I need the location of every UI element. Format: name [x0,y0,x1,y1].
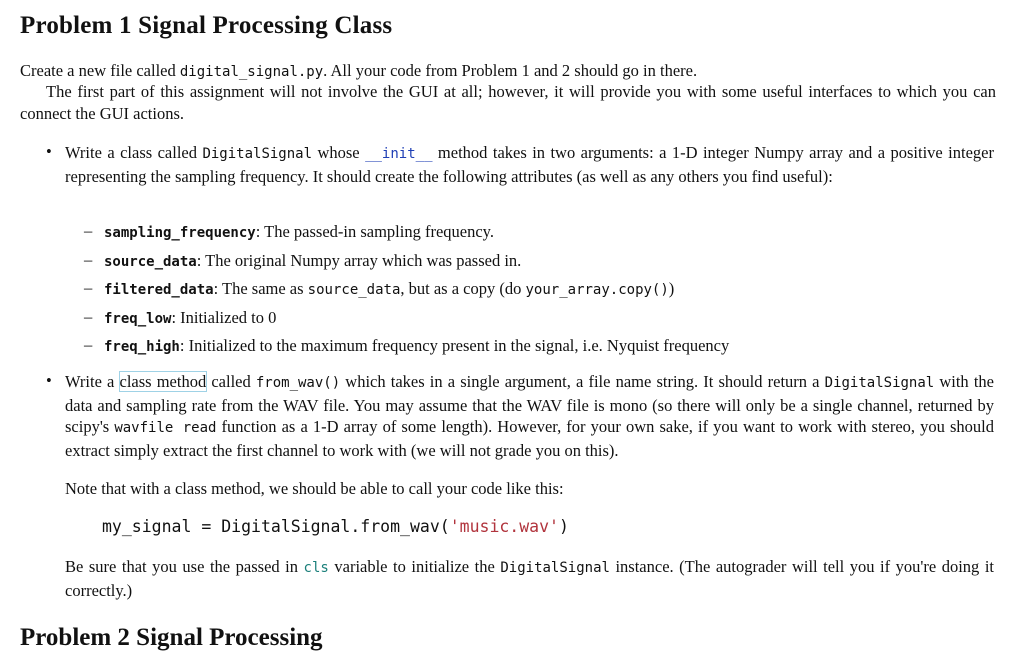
classname-code: DigitalSignal [202,146,313,162]
attr-desc: : Initialized to the maximum frequency present in the signal, i.e. Nyquist frequency [179,336,730,355]
attr-freq-low [104,307,276,331]
attr-source-data [104,250,521,274]
attr-sampling-frequency [104,221,494,245]
filename-code: digital_signal.py [179,64,324,80]
copy-code: your_array.copy() [525,282,669,298]
intro-paragraph: The first part of this assignment will not involve the GUI at all; however, it will provide you with some useful interfaces to which you can connect the GUI actions. [20,82,996,123]
attr-desc: : The same as [213,279,308,298]
code-string: 'music.wav' [449,517,559,536]
dash-4: – [84,307,93,326]
intro-text-b: . All your code from Problem 1 and 2 should go in there. [323,61,698,80]
attr-name: freq_high [104,339,180,355]
classname-code: DigitalSignal [824,375,935,391]
bullet-1-text-c: method takes in two arguments: a 1-D integer Numpy array and a positive integer representing the sampling frequency. It should create the following attributes (as well as any others you find useful): [65,143,994,186]
code-example [102,517,569,536]
dash-3: – [84,278,93,297]
code-var: my_signal [102,517,192,536]
cls-code: cls [303,560,329,576]
classname-code: DigitalSignal [500,560,610,576]
attr-freq-high [104,335,729,359]
page-title: Problem 1 Signal Processing Class [20,12,393,39]
attr-name: source_data [104,254,197,270]
final-paragraph [65,556,994,601]
dash-1: – [84,221,93,240]
attr-desc: : Initialized to 0 [171,308,277,327]
intro-line-1 [20,60,996,84]
wavfile-read-code: wavfile read [114,420,217,436]
attr-desc: : The original Numpy array which was passed in. [196,251,522,270]
final-text-b: variable to initialize the [328,557,501,576]
attr-filtered-data [104,278,674,302]
from-wav-code: from_wav() [255,375,341,391]
intro-text-a: Create a new file called [20,61,180,80]
final-text-a: Be sure that you use the passed in [65,557,304,576]
bullet-2-text-e: function as a 1-D array of some length). However, for your own sake, if you want to work with stereo, you should extract simply extract the first channel to work with (we will not grade you on this). [65,417,994,460]
code-call: DigitalSignal.from_wav( [221,517,450,536]
bullet-1-text-b: whose [312,143,366,162]
attr-desc: , but as a copy (do [400,279,526,298]
attr-desc: : The passed-in sampling frequency. [255,222,494,241]
bullet-2-text-a: Write a [65,372,120,391]
code-close: ) [558,517,569,536]
code-eq: = [191,517,222,536]
attr-name: filtered_data [104,282,214,298]
dash-2: – [84,250,93,269]
attr-name: sampling_frequency [104,225,256,241]
bullet-2-text-b: called [206,372,256,391]
attr-desc: ) [668,279,675,298]
next-section-heading: Problem 2 Signal Processing [20,624,323,651]
dash-5: – [84,335,93,354]
bullet-dot-2: • [46,371,52,390]
class-method-link[interactable]: class method [119,372,207,391]
bullet-dot-1: • [46,142,52,161]
bullet-2-text [65,371,994,461]
note-line: Note that with a class method, we should be able to call your code like this: [65,479,564,498]
init-code: __init__ [365,146,433,162]
final-text-c: instance. (The autograder will tell you if you're doing it correctly.) [65,557,994,600]
bullet-1-text [65,142,994,187]
bullet-1-text-a: Write a class called [65,143,203,162]
bullet-2-text-c: which takes in a single argument, a file name string. It should return a [340,372,825,391]
attr-code: source_data [307,282,401,298]
bullet-2-text-d: with the data and sampling rate from the WAV file. You may assume that the WAV file is mono (so there will only be a single channel, returned by scipy's [65,372,994,436]
attr-name: freq_low [104,311,172,327]
